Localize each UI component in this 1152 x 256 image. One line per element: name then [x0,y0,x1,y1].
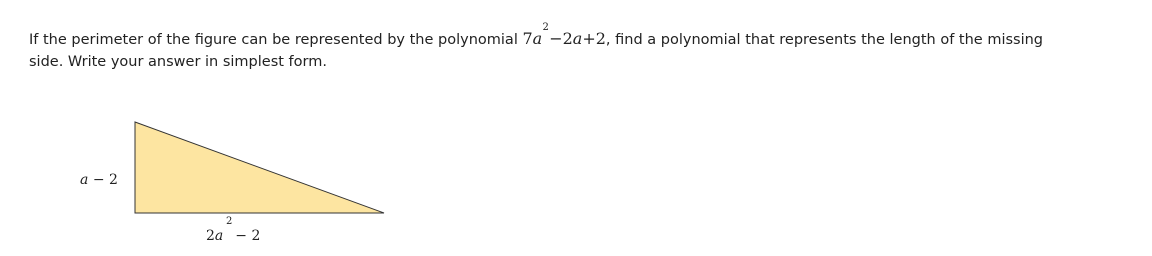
question-instruction: side. Write your answer in simplest form. [29,54,327,70]
bottom-side-label: 2a 2 − 2 [206,216,261,244]
perimeter-polynomial: 7a 2 −2a+2 [522,29,605,48]
right-triangle [135,122,384,213]
exponent: 2 [542,22,549,33]
left-side-label: a − 2 [80,172,118,188]
exponent: 2 [226,216,233,227]
question-intro: If the perimeter of the figure can be represented by the polynomial [29,32,523,48]
question-continuation: , find a polynomial that represents the length of the missing [605,32,1044,48]
